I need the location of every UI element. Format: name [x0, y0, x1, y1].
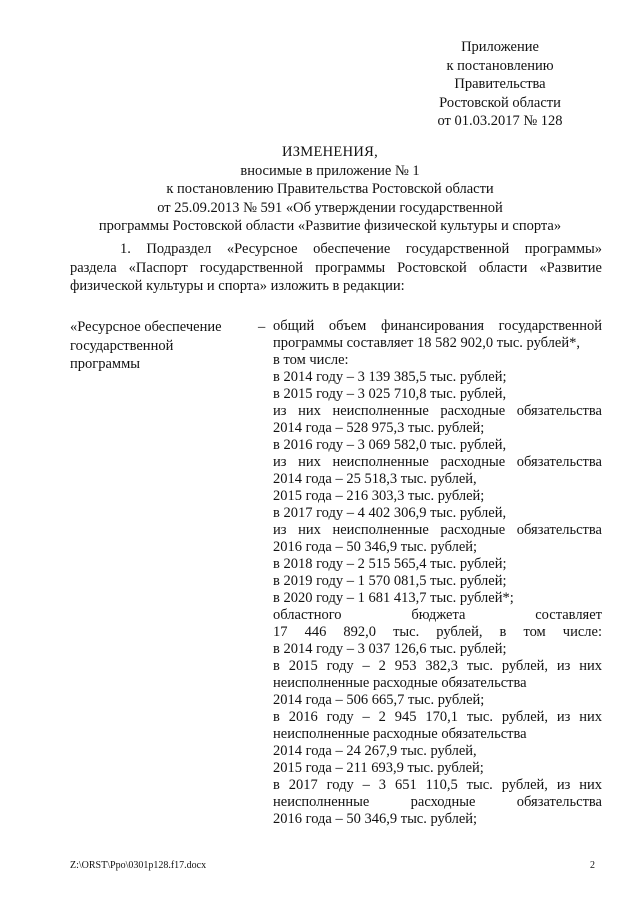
right-cell-line: в 2014 году – 3 139 385,5 тыс. рублей; — [273, 369, 507, 386]
right-cell-line: в 2016 году – 2 945 170,1 тыс. рублей, из них — [273, 709, 602, 726]
right-cell-line: из них неисполненные расходные обязательства — [273, 403, 602, 420]
right-cell-line: в 2020 году – 1 681 413,7 тыс. рублей*; — [273, 590, 514, 607]
appendix-line: от 01.03.2017 № 128 — [437, 113, 563, 129]
right-cell-line: неисполненные расходные обязательства — [273, 726, 527, 743]
right-cell-line: 2014 года – 25 518,3 тыс. рублей, — [273, 471, 477, 488]
right-cell-line: 2016 года – 50 346,9 тыс. рублей; — [273, 811, 478, 828]
footer-page-number: 2 — [590, 860, 595, 871]
document-title — [60, 143, 600, 236]
paragraph-line: физической культуры и спорта» изложить в редакции: — [70, 278, 405, 294]
right-cell-line: в 2014 году – 3 037 126,6 тыс. рублей; — [273, 641, 507, 658]
left-cell-line: программы — [70, 356, 140, 372]
right-cell-line: 17 446 892,0 тыс. рублей, в том числе: — [273, 624, 602, 641]
title-main: ИЗМЕНЕНИЯ, — [281, 144, 379, 160]
body-paragraph — [70, 240, 602, 296]
right-cell-line: общий объем финансирования государственной — [273, 318, 602, 334]
right-cell-line: программы составляет 18 582 902,0 тыс. рублей*, — [273, 335, 580, 352]
right-cell-line: неисполненные расходные обязательства — [273, 675, 527, 692]
appendix-line: Правительства — [454, 76, 546, 92]
table-left-cell — [70, 318, 260, 374]
right-cell-line: в 2017 году – 4 402 306,9 тыс. рублей, — [273, 505, 507, 522]
right-cell-line: 2014 года – 24 267,9 тыс. рублей, — [273, 743, 477, 760]
right-cell-line: в 2019 году – 1 570 081,5 тыс. рублей; — [273, 573, 507, 590]
right-cell-line: в 2017 году – 3 651 110,5 тыс. рублей, из них — [273, 777, 602, 794]
title-line: от 25.09.2013 № 591 «Об утверждении государственной — [157, 199, 503, 216]
right-cell-line: из них неисполненные расходные обязательства — [273, 454, 602, 471]
right-cell-line: 2014 года – 506 665,7 тыс. рублей; — [273, 692, 485, 709]
right-cell-line: в том числе: — [273, 352, 349, 369]
paragraph-line: раздела «Паспорт государственной программы Ростовской области «Развитие — [70, 259, 602, 276]
left-cell-line: государственной — [70, 337, 174, 354]
right-cell-line: в 2015 году – 3 025 710,8 тыс. рублей, — [273, 386, 507, 403]
table-dash: – — [258, 319, 266, 335]
right-cell-line: 2016 года – 50 346,9 тыс. рублей; — [273, 539, 478, 556]
appendix-line: к постановлению — [446, 57, 554, 74]
right-cell-line: в 2015 году – 2 953 382,3 тыс. рублей, из них — [273, 658, 602, 675]
right-cell-line: 2015 года – 216 303,3 тыс. рублей; — [273, 488, 485, 505]
appendix-line: Ростовской области — [439, 94, 561, 111]
right-cell-line: неисполненные расходные обязательства — [273, 794, 602, 811]
title-line: программы Ростовской области «Развитие физической культуры и спорта» — [98, 218, 562, 234]
footer-file-path: Z:\ORST\Ppo\0301p128.f17.docx — [70, 860, 207, 871]
right-cell-line: областного бюджета составляет — [273, 607, 602, 624]
left-cell-line: «Ресурсное обеспечение — [70, 319, 222, 335]
title-line: к постановлению Правительства Ростовской области — [166, 181, 494, 197]
appendix-line: Приложение — [461, 39, 539, 55]
appendix-header — [400, 38, 600, 131]
table-right-cell — [273, 318, 602, 828]
right-cell-line: из них неисполненные расходные обязательства — [273, 522, 602, 539]
paragraph-line: 1. Подраздел «Ресурсное обеспечение государственной программы» — [120, 241, 602, 257]
right-cell-line: 2014 года – 528 975,3 тыс. рублей; — [273, 420, 485, 437]
title-line: вносимые в приложение № 1 — [240, 162, 420, 179]
right-cell-line: в 2018 году – 2 515 565,4 тыс. рублей; — [273, 556, 507, 573]
right-cell-line: в 2016 году – 3 069 582,0 тыс. рублей, — [273, 437, 507, 454]
right-cell-line: 2015 года – 211 693,9 тыс. рублей; — [273, 760, 484, 777]
